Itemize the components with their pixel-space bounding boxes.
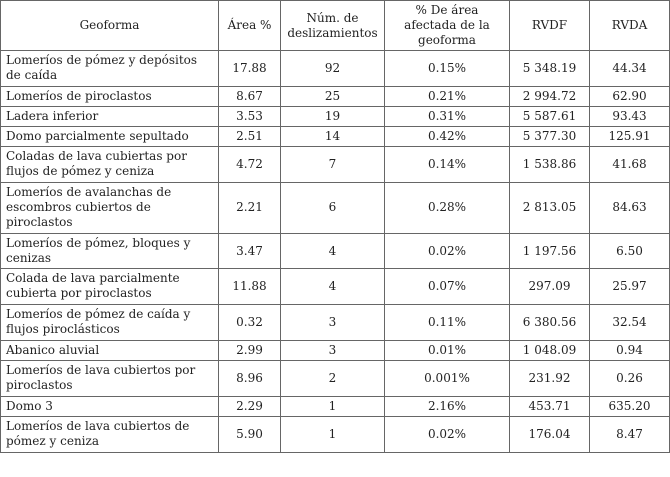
cell-rvda: 25.97 bbox=[590, 269, 670, 305]
cell-deslizamientos: 25 bbox=[281, 87, 385, 107]
cell-geoforma: Lomeríos de avalanchas de escombros cubiertos de piroclastos bbox=[1, 183, 219, 234]
cell-area: 2.99 bbox=[219, 341, 281, 361]
cell-area: 8.96 bbox=[219, 361, 281, 397]
cell-deslizamientos: 14 bbox=[281, 127, 385, 147]
table-row bbox=[1, 417, 670, 453]
cell-rvdf: 2 994.72 bbox=[510, 87, 590, 107]
header-deslizamientos: Núm. de deslizamientos bbox=[281, 1, 385, 51]
cell-area: 8.67 bbox=[219, 87, 281, 107]
table-row bbox=[1, 234, 670, 269]
cell-geoforma: Domo 3 bbox=[1, 397, 219, 417]
cell-deslizamientos: 3 bbox=[281, 305, 385, 341]
cell-area: 5.90 bbox=[219, 417, 281, 453]
cell-deslizamientos: 19 bbox=[281, 107, 385, 127]
table-row bbox=[1, 183, 670, 234]
cell-area-afectada: 0.42% bbox=[385, 127, 510, 147]
cell-geoforma: Lomeríos de lava cubiertos por piroclastos bbox=[1, 361, 219, 397]
cell-rvda: 0.26 bbox=[590, 361, 670, 397]
cell-area-afectada: 0.07% bbox=[385, 269, 510, 305]
header-area: Área % bbox=[219, 1, 281, 51]
cell-rvda: 125.91 bbox=[590, 127, 670, 147]
cell-deslizamientos: 4 bbox=[281, 234, 385, 269]
cell-area: 3.53 bbox=[219, 107, 281, 127]
cell-rvda: 635.20 bbox=[590, 397, 670, 417]
cell-area-afectada: 0.11% bbox=[385, 305, 510, 341]
cell-rvdf: 6 380.56 bbox=[510, 305, 590, 341]
cell-rvdf: 453.71 bbox=[510, 397, 590, 417]
cell-area-afectada: 0.01% bbox=[385, 341, 510, 361]
header-area-afectada: % De área afectada de la geoforma bbox=[385, 1, 510, 51]
cell-geoforma: Coladas de lava cubiertas por flujos de pómez y ceniza bbox=[1, 147, 219, 183]
cell-rvda: 93.43 bbox=[590, 107, 670, 127]
cell-area-afectada: 2.16% bbox=[385, 397, 510, 417]
cell-rvdf: 176.04 bbox=[510, 417, 590, 453]
cell-area: 2.51 bbox=[219, 127, 281, 147]
cell-deslizamientos: 7 bbox=[281, 147, 385, 183]
table-row bbox=[1, 127, 670, 147]
header-geoforma: Geoforma bbox=[1, 1, 219, 51]
header-rvda: RVDA bbox=[590, 1, 670, 51]
cell-rvdf: 1 538.86 bbox=[510, 147, 590, 183]
table-row bbox=[1, 87, 670, 107]
table-row bbox=[1, 147, 670, 183]
cell-rvdf: 5 377.30 bbox=[510, 127, 590, 147]
cell-geoforma: Colada de lava parcialmente cubierta por piroclastos bbox=[1, 269, 219, 305]
cell-deslizamientos: 3 bbox=[281, 341, 385, 361]
cell-area: 4.72 bbox=[219, 147, 281, 183]
cell-area: 3.47 bbox=[219, 234, 281, 269]
table-row bbox=[1, 341, 670, 361]
cell-deslizamientos: 6 bbox=[281, 183, 385, 234]
cell-area: 11.88 bbox=[219, 269, 281, 305]
cell-geoforma: Lomeríos de piroclastos bbox=[1, 87, 219, 107]
cell-area-afectada: 0.15% bbox=[385, 51, 510, 87]
cell-area-afectada: 0.21% bbox=[385, 87, 510, 107]
cell-geoforma: Abanico aluvial bbox=[1, 341, 219, 361]
cell-rvda: 6.50 bbox=[590, 234, 670, 269]
cell-rvda: 41.68 bbox=[590, 147, 670, 183]
cell-area-afectada: 0.31% bbox=[385, 107, 510, 127]
cell-geoforma: Lomeríos de pómez, bloques y cenizas bbox=[1, 234, 219, 269]
cell-deslizamientos: 2 bbox=[281, 361, 385, 397]
cell-geoforma: Lomeríos de pómez y depósitos de caída bbox=[1, 51, 219, 87]
table-row bbox=[1, 269, 670, 305]
cell-area-afectada: 0.14% bbox=[385, 147, 510, 183]
cell-area: 2.21 bbox=[219, 183, 281, 234]
cell-rvdf: 5 587.61 bbox=[510, 107, 590, 127]
table-row bbox=[1, 397, 670, 417]
cell-geoforma: Lomeríos de lava cubiertos de pómez y ceniza bbox=[1, 417, 219, 453]
cell-area: 0.32 bbox=[219, 305, 281, 341]
cell-area: 2.29 bbox=[219, 397, 281, 417]
cell-rvdf: 297.09 bbox=[510, 269, 590, 305]
cell-rvdf: 1 048.09 bbox=[510, 341, 590, 361]
cell-rvda: 84.63 bbox=[590, 183, 670, 234]
table-row bbox=[1, 107, 670, 127]
cell-deslizamientos: 92 bbox=[281, 51, 385, 87]
cell-geoforma: Domo parcialmente sepultado bbox=[1, 127, 219, 147]
cell-rvda: 62.90 bbox=[590, 87, 670, 107]
cell-rvda: 44.34 bbox=[590, 51, 670, 87]
cell-rvdf: 5 348.19 bbox=[510, 51, 590, 87]
table-row bbox=[1, 361, 670, 397]
cell-area-afectada: 0.001% bbox=[385, 361, 510, 397]
header-row bbox=[1, 1, 670, 51]
cell-rvda: 0.94 bbox=[590, 341, 670, 361]
cell-rvdf: 1 197.56 bbox=[510, 234, 590, 269]
cell-geoforma: Lomeríos de pómez de caída y flujos piroclásticos bbox=[1, 305, 219, 341]
cell-deslizamientos: 4 bbox=[281, 269, 385, 305]
cell-area-afectada: 0.28% bbox=[385, 183, 510, 234]
cell-area-afectada: 0.02% bbox=[385, 417, 510, 453]
table-row bbox=[1, 305, 670, 341]
cell-rvda: 8.47 bbox=[590, 417, 670, 453]
cell-rvdf: 2 813.05 bbox=[510, 183, 590, 234]
cell-deslizamientos: 1 bbox=[281, 417, 385, 453]
header-rvdf: RVDF bbox=[510, 1, 590, 51]
cell-area-afectada: 0.02% bbox=[385, 234, 510, 269]
cell-area: 17.88 bbox=[219, 51, 281, 87]
table-row bbox=[1, 51, 670, 87]
cell-rvda: 32.54 bbox=[590, 305, 670, 341]
cell-deslizamientos: 1 bbox=[281, 397, 385, 417]
cell-geoforma: Ladera inferior bbox=[1, 107, 219, 127]
cell-rvdf: 231.92 bbox=[510, 361, 590, 397]
